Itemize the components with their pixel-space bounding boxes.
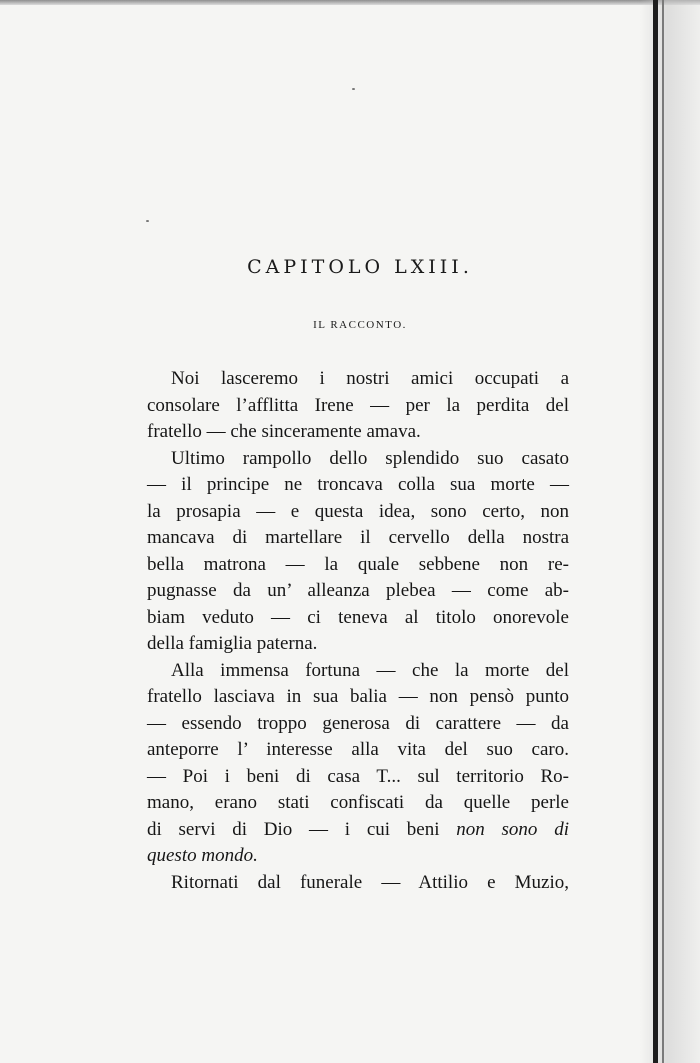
binding-shadow bbox=[640, 0, 700, 1063]
text-line: Ritornati dal funerale — Attilio e Muzio, bbox=[171, 871, 569, 893]
chapter-title: CAPITOLO LXIII. bbox=[247, 256, 473, 278]
text-line: la prosapia — e questa idea, sono certo, non bbox=[147, 500, 569, 522]
text-line: — essendo troppo generosa di carattere — da bbox=[147, 712, 569, 734]
binding-edge-secondary bbox=[662, 0, 664, 1063]
text-line: consolare l’afflitta Irene — per la perdita del bbox=[147, 394, 569, 416]
paper-speck bbox=[352, 88, 355, 90]
text-line: pugnasse da un’ alleanza plebea — come ab- bbox=[147, 580, 569, 601]
text-line: questo mondo. bbox=[147, 845, 258, 866]
text-line: biam veduto — ci teneva al titolo onorevole bbox=[147, 606, 569, 628]
text-line: mano, erano stati confiscati da quelle perle bbox=[147, 792, 569, 813]
chapter-subtitle: IL RACCONTO. bbox=[313, 319, 407, 331]
text-line: — il principe ne troncava colla sua morte — bbox=[147, 474, 569, 495]
body-text bbox=[147, 366, 569, 896]
text-line: della famiglia paterna. bbox=[147, 633, 318, 654]
binding-edge bbox=[653, 0, 658, 1063]
text-line: mancava di martellare il cervello della nostra bbox=[147, 527, 569, 548]
text-line: fratello — che sinceramente amava. bbox=[147, 421, 421, 442]
text-line bbox=[147, 817, 569, 844]
italic-text: non sono di bbox=[456, 818, 569, 840]
text-line: Ultimo rampollo dello splendido suo casato bbox=[171, 447, 569, 469]
text-line: fratello lasciava in sua balia — non pensò punto bbox=[147, 686, 569, 707]
page-top-edge bbox=[0, 0, 700, 5]
text-line: Alla immensa fortuna — che la morte del bbox=[171, 659, 569, 681]
text-span: di servi di Dio — i cui beni bbox=[147, 818, 457, 840]
text-line: Noi lasceremo i nostri amici occupati a bbox=[171, 368, 569, 389]
text-line: anteporre l’ interesse alla vita del suo caro. bbox=[147, 739, 569, 760]
text-line: bella matrona — la quale sebbene non re- bbox=[147, 553, 569, 575]
paper-speck bbox=[146, 220, 149, 222]
text-line: — Poi i beni di casa T... sul territorio Ro- bbox=[147, 765, 569, 787]
